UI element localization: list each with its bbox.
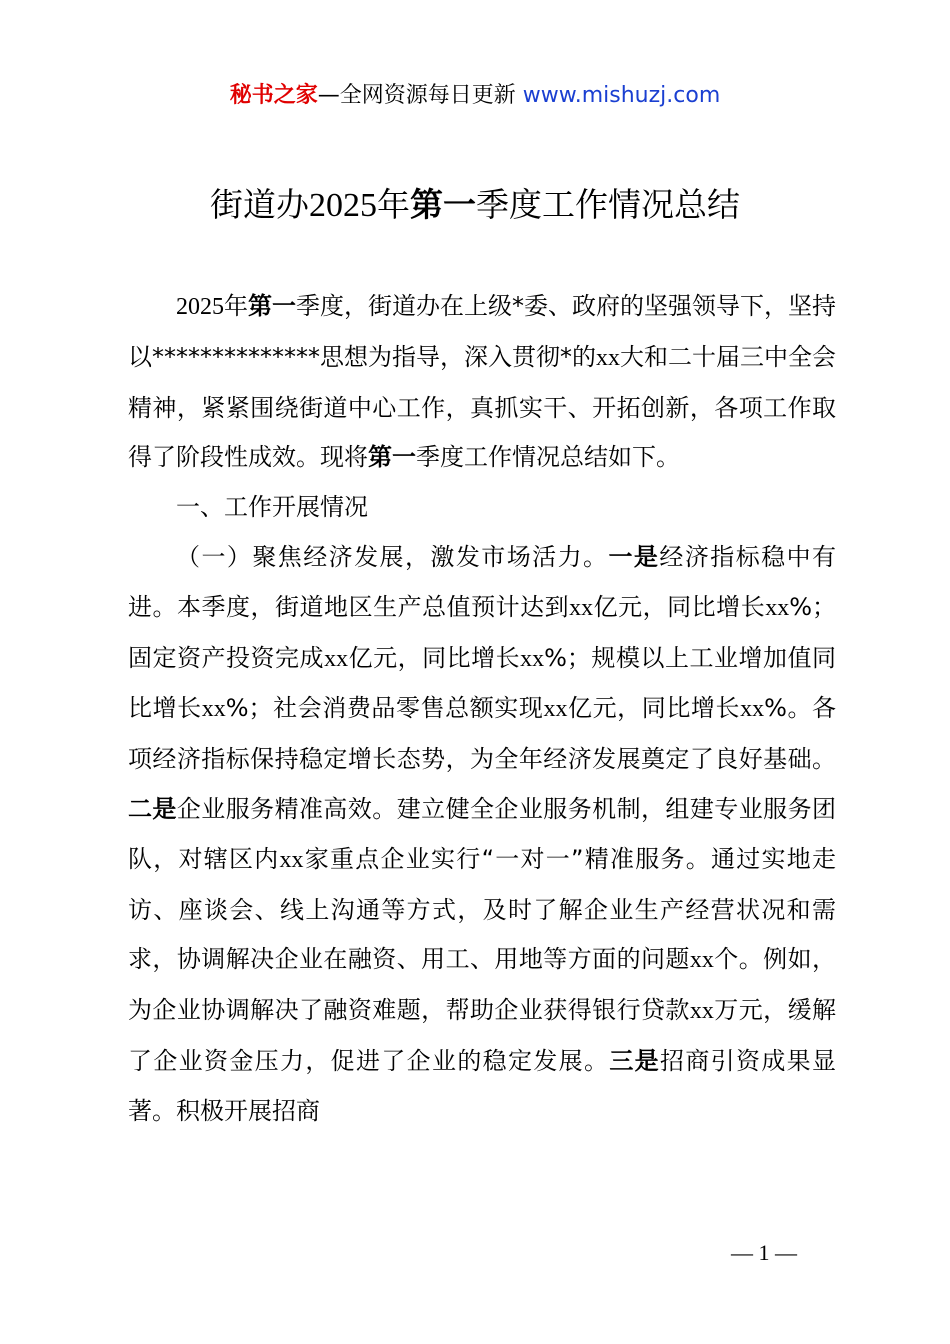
site-tagline: —全网资源每日更新	[317, 83, 523, 108]
economy-paragraph: （一）聚焦经济发展，激发市场活力。一是经济指标稳中有进。本季度，街道地区生产总值预计达到xx亿元，同比增长xx%；固定资产投资完成xx亿元，同比增长xx%；规模以上工业增加值同比增长xx%；社会消费品零售总额实现xx亿元，同比增长xx%。各项经济指标保持稳定增长态势，为全年经济发展奠定了良好基础。二是企业服务精准高效。建立健全企业服务机制，组建专业服务团队，对辖区内xx家重点企业实行“一对一”精准服务。通过实地走访、座谈会、线上沟通等方式，及时了解企业生产经营状况和需求，协调解决企业在融资、用工、用地等方面的问题xx个。例如，为企业协调解决了融资难题，帮助企业获得银行贷款xx万元，缓解了企业资金压力，促进了企业的稳定发展。三是招商引资成果显著。积极开展招商	[128, 542, 837, 1125]
site-brand: 秘书之家	[229, 83, 318, 108]
site-url-link[interactable]: www.mishuzj.com	[522, 83, 721, 108]
document-body	[128, 282, 836, 1137]
page-number: — 1 —	[731, 1240, 797, 1265]
document-title: 街道办2025年第一季度工作情况总结	[210, 185, 740, 224]
section-heading: 一、工作开展情况	[176, 493, 368, 522]
site-header	[0, 80, 950, 112]
intro-paragraph: 2025年第一季度，街道办在上级*委、政府的坚强领导下，坚持以**************思想为指导，深入贯彻*的xx大和二十届三中全会精神，紧紧围绕街道中心工作，真抓实干、开拓创新，各项工作取得了阶段性成效。现将第一季度工作情况总结如下。	[128, 292, 836, 472]
